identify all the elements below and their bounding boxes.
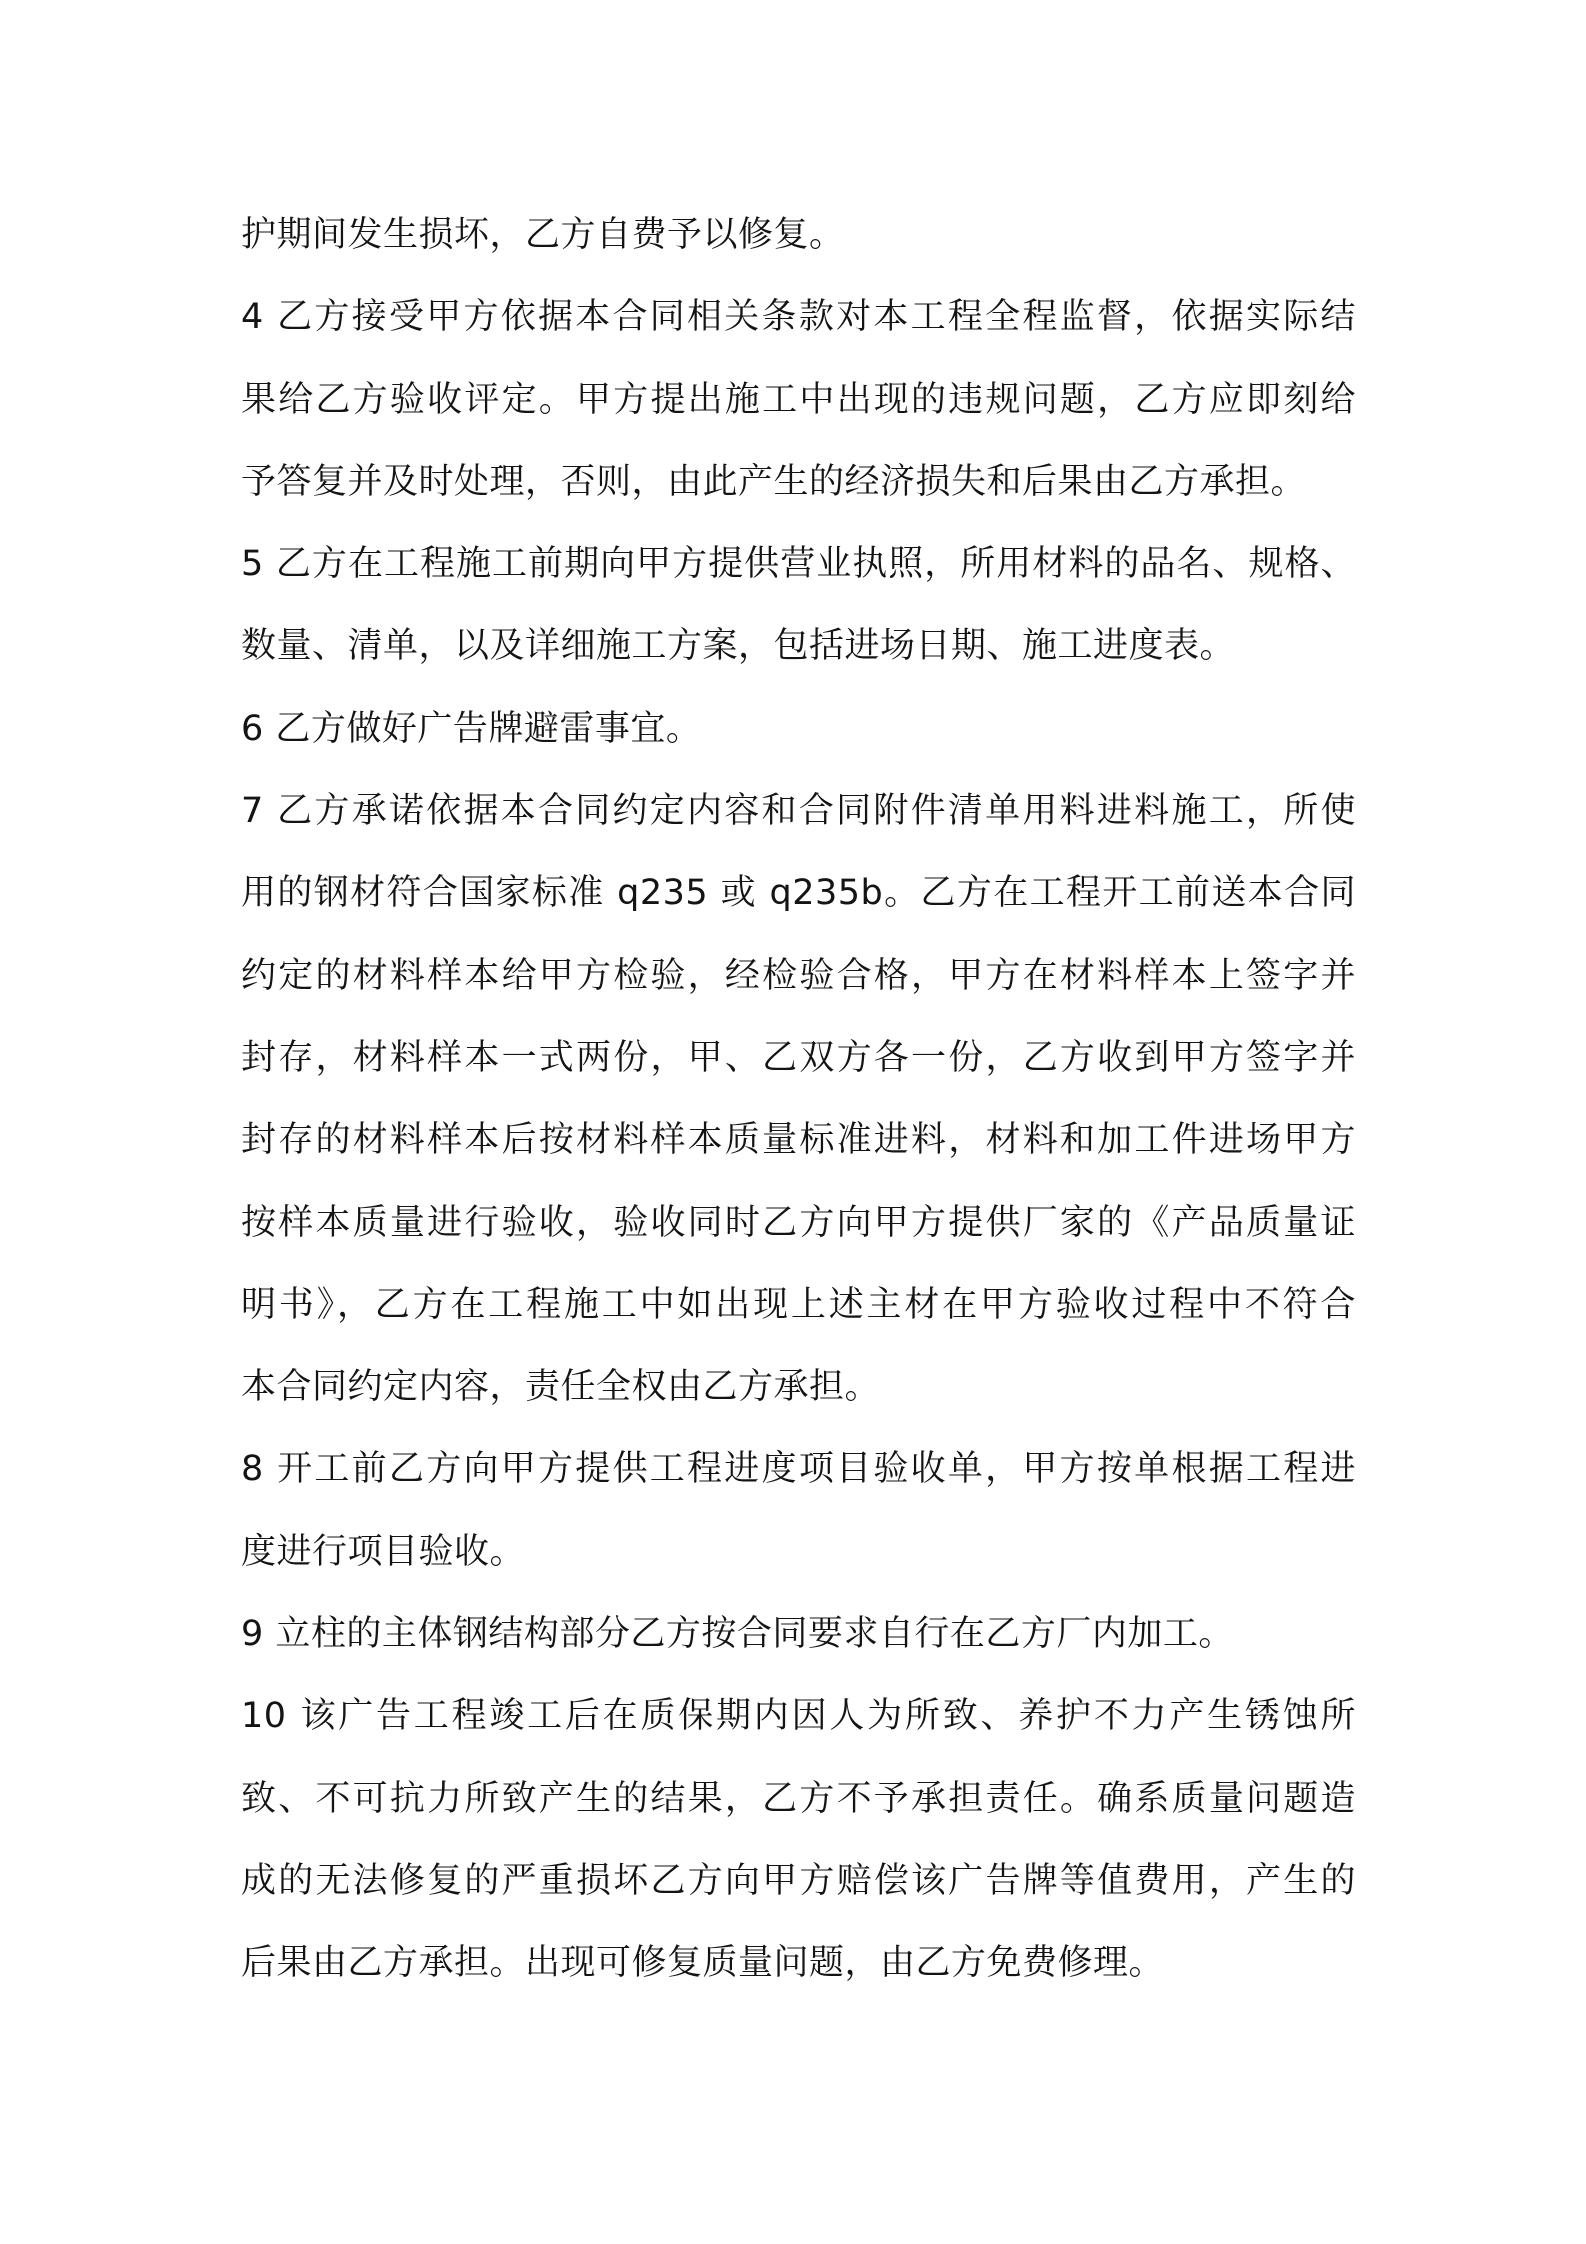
text-line: 5 乙方在工程施工前期向甲方提供营业执照，所用材料的品名、规格、 bbox=[241, 544, 1356, 585]
text-line: 7 乙方承诺依据本合同约定内容和合同附件清单用料进料施工，所使 bbox=[241, 791, 1356, 832]
text-line: 9 立柱的主体钢结构部分乙方按合同要求自行在乙方厂内加工。 bbox=[241, 1614, 1234, 1655]
text-line: 度进行项目验收。 bbox=[241, 1531, 526, 1572]
text-line: 致、不可抗力所致产生的结果，乙方不予承担责任。确系质量问题造 bbox=[241, 1778, 1356, 1819]
text-line: 成的无法修复的严重损坏乙方向甲方赔偿该广告牌等值费用，产生的 bbox=[241, 1860, 1356, 1901]
text-line: 按样本质量进行验收，验收同时乙方向甲方提供厂家的《产品质量证 bbox=[241, 1202, 1356, 1243]
text-line: 护期间发生损坏，乙方自费予以修复。 bbox=[241, 215, 845, 255]
text-line: 果给乙方验收评定。甲方提出施工中出现的违规问题，乙方应即刻给 bbox=[241, 379, 1356, 420]
text-line: 封存，材料样本一式两份，甲、乙双方各一份，乙方收到甲方签字并 bbox=[241, 1037, 1356, 1078]
text-line: 10 该广告工程竣工后在质保期内因人为所致、养护不力产生锈蚀所 bbox=[241, 1696, 1356, 1737]
text-line: 8 开工前乙方向甲方提供工程进度项目验收单，甲方按单根据工程进 bbox=[241, 1449, 1356, 1490]
text-line: 用的钢材符合国家标准 q235 或 q235b。乙方在工程开工前送本合同 bbox=[241, 873, 1356, 914]
text-line: 予答复并及时处理，否则，由此产生的经济损失和后果由乙方承担。 bbox=[241, 461, 1307, 502]
text-line: 约定的材料样本给甲方检验，经检验合格，甲方在材料样本上签字并 bbox=[241, 955, 1356, 996]
text-line: 本合同约定内容，责任全权由乙方承担。 bbox=[241, 1367, 881, 1408]
text-line: 封存的材料样本后按材料样本质量标准进料，材料和加工件进场甲方 bbox=[241, 1120, 1356, 1161]
text-line: 4 乙方接受甲方依据本合同相关条款对本工程全程监督，依据实际结 bbox=[241, 297, 1356, 338]
contract-clauses-text bbox=[241, 194, 1356, 2005]
text-line: 数量、清单，以及详细施工方案，包括进场日期、施工进度表。 bbox=[241, 626, 1236, 667]
text-line: 明书》，乙方在工程施工中如出现上述主材在甲方验收过程中不符合 bbox=[241, 1284, 1356, 1325]
text-line: 6 乙方做好广告牌避雷事宜。 bbox=[241, 708, 702, 749]
text-line: 后果由乙方承担。出现可修复质量问题，由乙方免费修理。 bbox=[241, 1943, 1165, 1984]
